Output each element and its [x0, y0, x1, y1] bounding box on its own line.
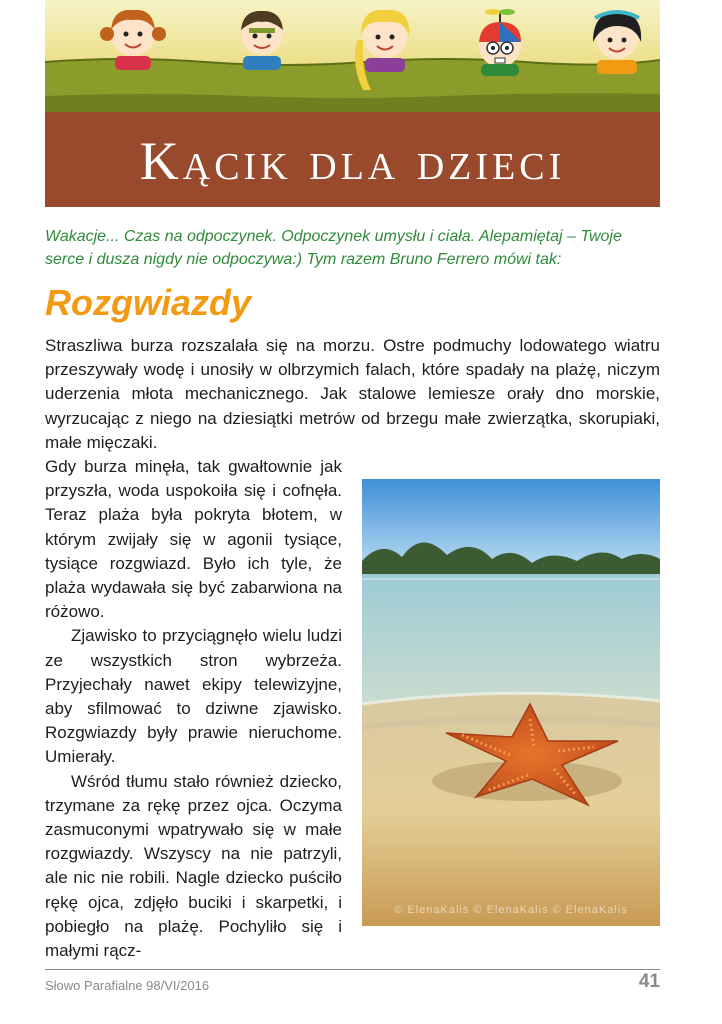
kid-4-figure [479, 9, 521, 76]
photo-watermark: © ElenaKalis © ElenaKalis © ElenaKalis [394, 903, 628, 916]
footer-divider [45, 969, 660, 970]
children-illustration [45, 0, 660, 112]
paragraph-3: Zjawisko to przyciągnęło wielu ludzi ze wszystkich stron wybrzeża. Przyjechały nawet ekipy telewizyjne, aby sfilmować to dziwne zjawisko. Rozgwiazdy były prawie nieruchome. Umierały. [45, 626, 342, 767]
page-number: 41 [638, 971, 660, 992]
header-banner [45, 0, 660, 207]
paragraph-1: Straszliwa burza rozszalała się na morzu. Ostre podmuchy lodowatego wiatru przeszywały wodę i unosiły w olbrzymich falach, które spadały na plażę, niczym uderzenia młota mechanicznego. Jak stalowe lemiesze orały dno morskie, wyrzucając z niego na dziesiątki metrów od brzegu małe zwierzątka, skorupiaki, małe mięczaki. [45, 336, 660, 452]
paragraph-2: Gdy burza minęła, tak gwałtownie jak przyszła, woda uspokoiła się i cofnęła. Teraz plaża była pokryta błotem, w którym zwijały się w agonii tysiące, tysiące rozgwiazd. Było ich tyle, że plaża wydawała się być zabarwiona na różowo. [45, 457, 342, 622]
kid-2-figure [241, 11, 283, 70]
publication-name: Słowo Parafialne 98/VI/2016 [45, 978, 210, 993]
starfish-photo [362, 479, 660, 926]
article-title: Rozgwiazdy [45, 282, 252, 323]
section-title: Kącik dla dzieci [139, 131, 566, 191]
article-body [45, 334, 660, 963]
intro-text: Wakacje... Czas na odpoczynek. Odpoczynek umysłu i ciała. Alepamiętaj – Twoje serce i dusza nigdy nie odpoczywa:) Tym razem Bruno Ferrero mówi tak: [45, 228, 622, 268]
kid-5-figure [593, 12, 641, 74]
paragraph-4: Wśród tłumu stało również dziecko, trzymane za rękę przez ojca. Oczyma zasmuconymi wpatrywało się w małe rozgwiazdy. Wszyscy na nie patrzyli, ale nic nie robili. Nagle dziecko puściło rękę ojca, zdjęło buciki i skarpetki, i pobiegło na plażę. Pochyliło się i małymi rącz- [45, 771, 342, 961]
